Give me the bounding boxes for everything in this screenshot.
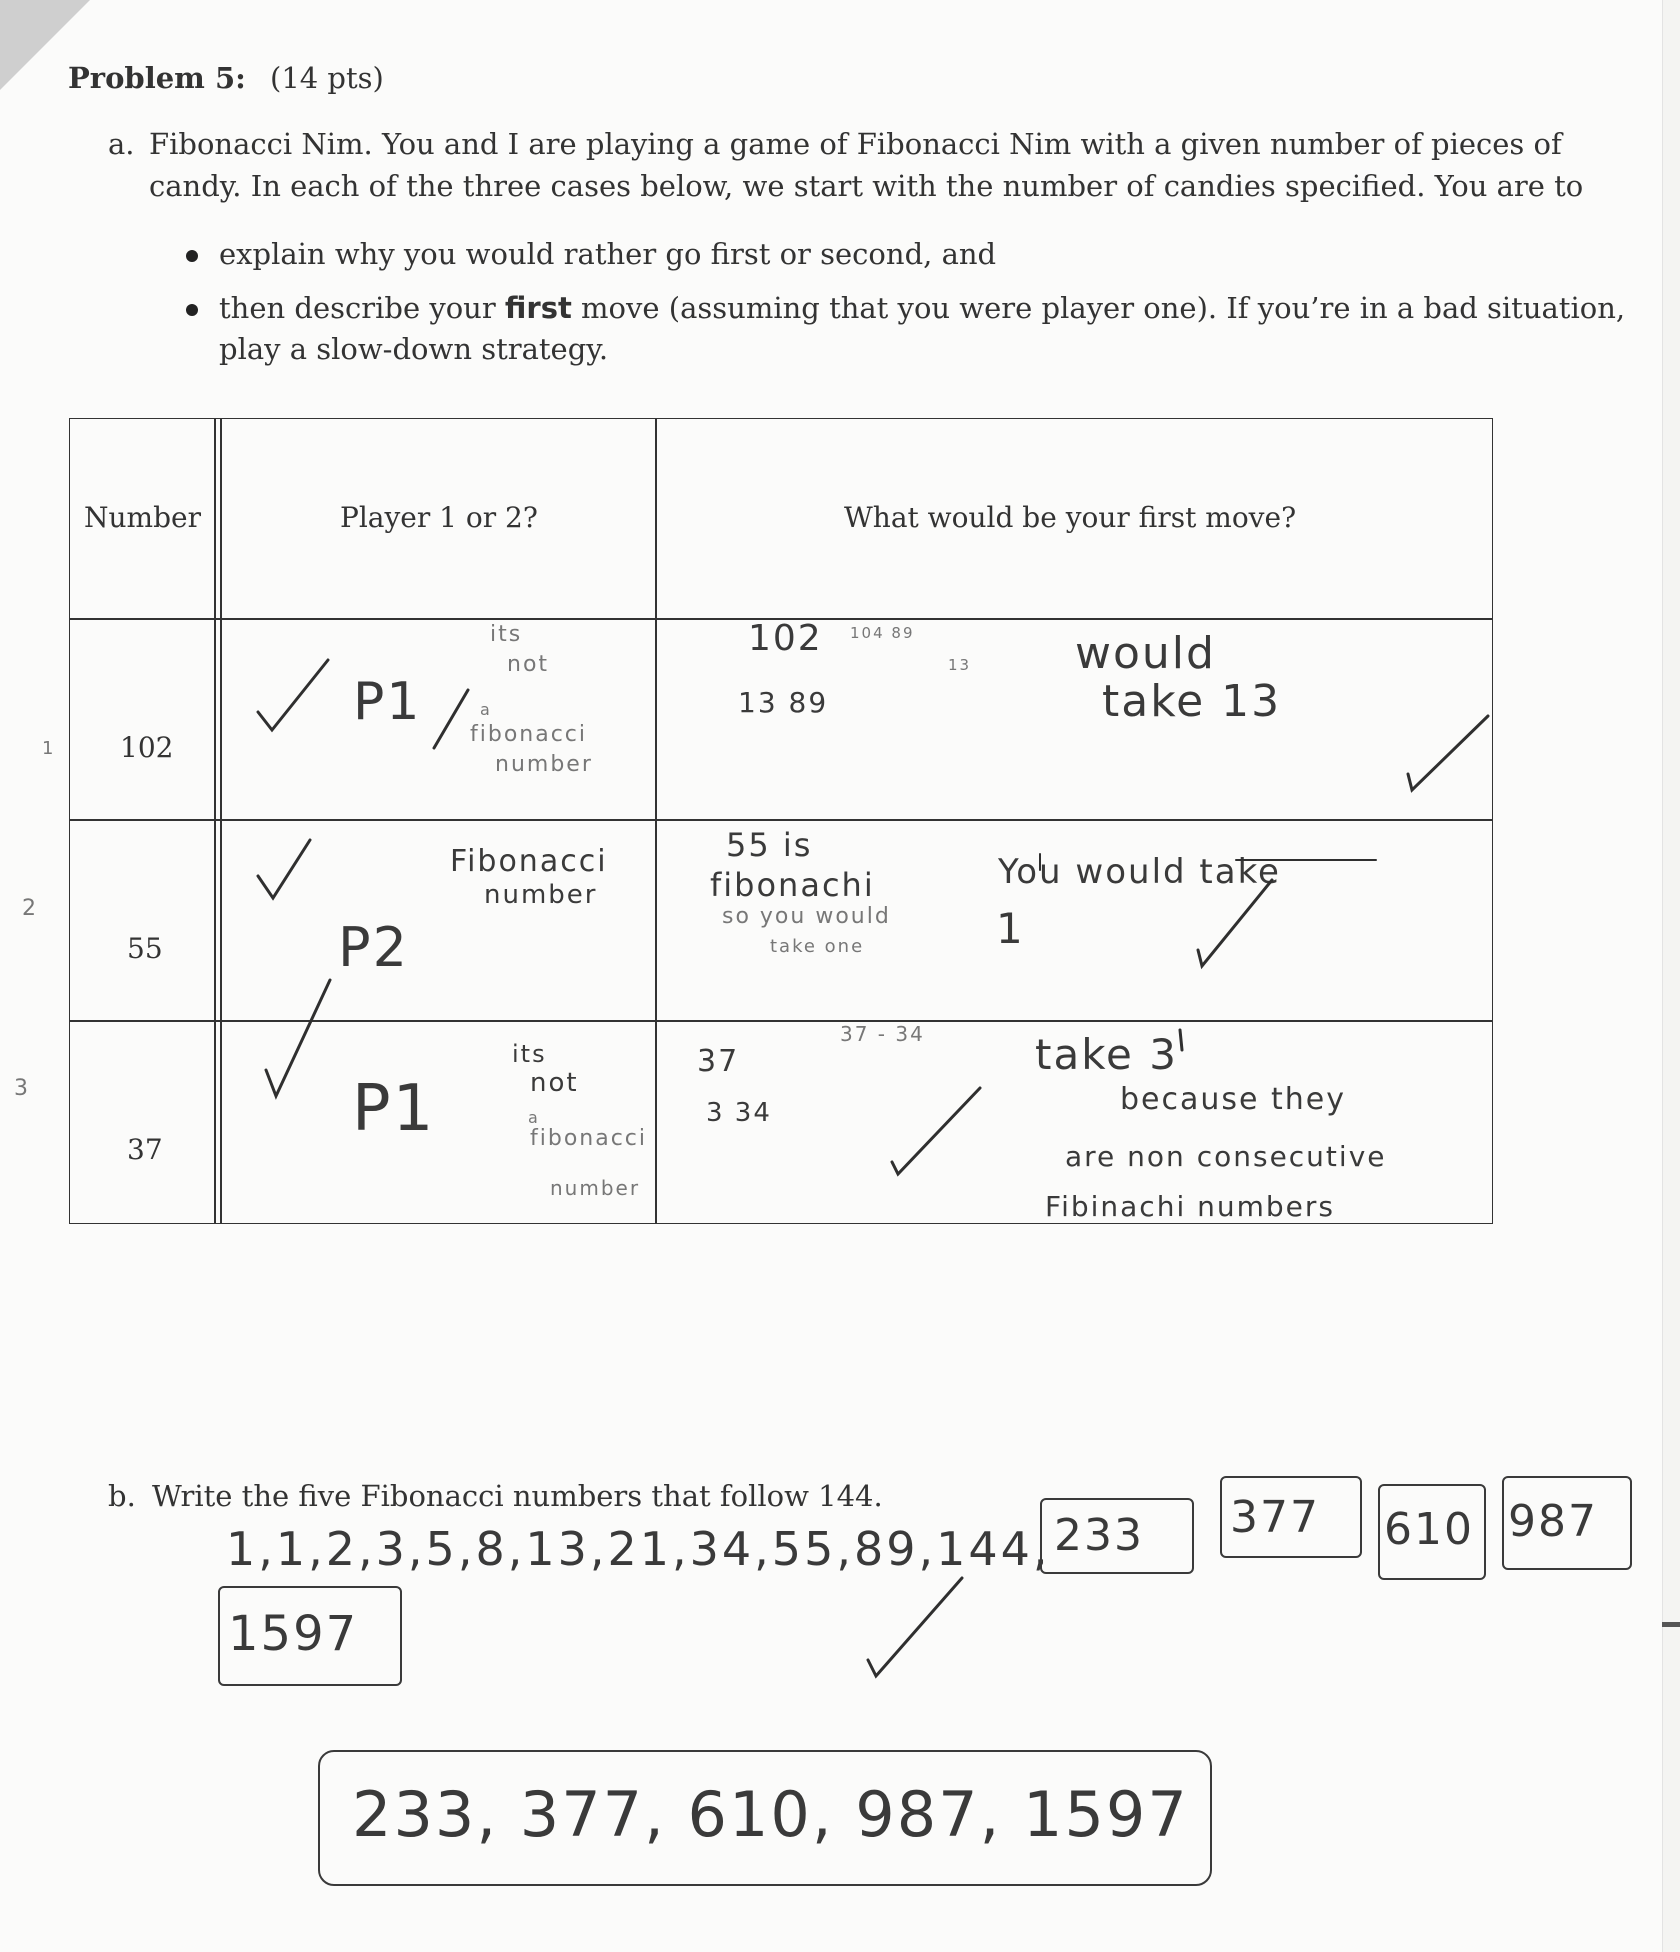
row1-note-line: number bbox=[495, 752, 593, 777]
bullet-2-line2: play a slow-down strategy. bbox=[219, 332, 609, 366]
row1-answer: would bbox=[1075, 628, 1216, 679]
row1-note-line: its bbox=[490, 622, 523, 647]
row2-answer: You would take bbox=[998, 852, 1281, 892]
row3-player-answer: P1 bbox=[352, 1072, 436, 1146]
row2-note-line: Fibonacci bbox=[450, 844, 608, 879]
row3-note-line: fibonacci bbox=[530, 1126, 648, 1151]
row2-work: fibonachi bbox=[710, 866, 875, 904]
row-number-55: 55 bbox=[127, 932, 163, 965]
row1-player-answer: P1 bbox=[353, 672, 422, 732]
row2-work: so you would bbox=[722, 904, 891, 929]
part-a-line2: candy. In each of the three cases below, we start with the number of candies specified. You are to bbox=[149, 169, 1584, 203]
row1-note-line: not bbox=[507, 652, 550, 677]
margin-mark: 1 bbox=[42, 738, 56, 759]
arrow-stroke bbox=[434, 690, 468, 748]
bullet-1-text: explain why you would rather go first or second, and bbox=[219, 237, 997, 271]
row2-answer: 1 bbox=[996, 904, 1025, 953]
row1-work: 102 bbox=[748, 618, 823, 659]
check-mark bbox=[266, 980, 330, 1096]
row2-work: take one bbox=[770, 936, 865, 957]
problem-title: Problem 5: bbox=[68, 61, 246, 95]
check-mark bbox=[1198, 880, 1272, 966]
margin-mark: 2 bbox=[22, 896, 38, 921]
row1-work: 13 89 bbox=[738, 686, 829, 719]
bullet-2-post: move (assuming that you were player one). If you’re in a bad situation, bbox=[571, 291, 1626, 325]
row-number-102: 102 bbox=[120, 731, 174, 764]
row3-work: 37 bbox=[697, 1044, 740, 1079]
check-mark bbox=[1408, 716, 1488, 790]
part-b-label: b. bbox=[108, 1479, 136, 1513]
margin-mark: 3 bbox=[14, 1076, 30, 1101]
final-answer-text: 233, 377, 610, 987, 1597 bbox=[352, 1778, 1189, 1851]
part-a-line1: Fibonacci Nim. You and I are playing a game of Fibonacci Nim with a given number of pieces of bbox=[149, 127, 1562, 161]
row3-answer: because they bbox=[1120, 1082, 1347, 1117]
row3-answer: take 3 bbox=[1035, 1030, 1178, 1079]
boxed-answer-text: 233 bbox=[1054, 1510, 1144, 1561]
row3-note-line: a bbox=[528, 1108, 540, 1127]
row3-work: 3 34 bbox=[706, 1098, 772, 1128]
header-number: Number bbox=[84, 501, 201, 534]
part-b-prompt: Write the five Fibonacci numbers that follow 144. bbox=[152, 1479, 883, 1513]
row3-work-small: 37 - 34 bbox=[840, 1022, 925, 1046]
row1-work-small: 13 bbox=[948, 656, 972, 674]
fib-sequence: 1,1,2,3,5,8,13,21,34,55,89,144, bbox=[226, 1522, 1051, 1576]
row2-work: 55 is bbox=[726, 826, 813, 864]
row3-answer: Fibinachi numbers bbox=[1045, 1190, 1335, 1223]
bullet-2-pre: then describe your bbox=[219, 291, 505, 325]
header-player: Player 1 or 2? bbox=[340, 501, 538, 534]
problem-points: (14 pts) bbox=[270, 61, 384, 95]
boxed-answer-text: 610 bbox=[1384, 1504, 1474, 1555]
row3-answer: are non consecutive bbox=[1065, 1140, 1387, 1173]
boxed-answer-text: 377 bbox=[1230, 1492, 1320, 1543]
row3-note-line: number bbox=[550, 1176, 641, 1200]
part-a-label: a. bbox=[108, 127, 135, 161]
check-mark bbox=[892, 1088, 980, 1174]
row2-note-line: number bbox=[484, 880, 598, 910]
row2-player-answer: P2 bbox=[338, 916, 409, 979]
arrow-stroke bbox=[1180, 1030, 1182, 1050]
check-mark bbox=[258, 840, 310, 898]
header-first-move: What would be your first move? bbox=[844, 501, 1297, 534]
row1-note-line: a bbox=[480, 700, 492, 719]
bullet-2-bold: first bbox=[504, 291, 572, 325]
row-number-37: 37 bbox=[127, 1133, 163, 1166]
row1-answer: take 13 bbox=[1102, 676, 1282, 727]
boxed-answer-text: 987 bbox=[1508, 1496, 1598, 1547]
row3-note-line: its bbox=[512, 1040, 547, 1068]
check-mark bbox=[868, 1578, 962, 1676]
row1-work-small: 104 89 bbox=[850, 624, 915, 642]
check-mark bbox=[258, 660, 328, 730]
row3-note-line: not bbox=[530, 1068, 579, 1098]
row1-note-line: fibonacci bbox=[470, 722, 588, 747]
boxed-answer-text: 1597 bbox=[228, 1606, 359, 1662]
